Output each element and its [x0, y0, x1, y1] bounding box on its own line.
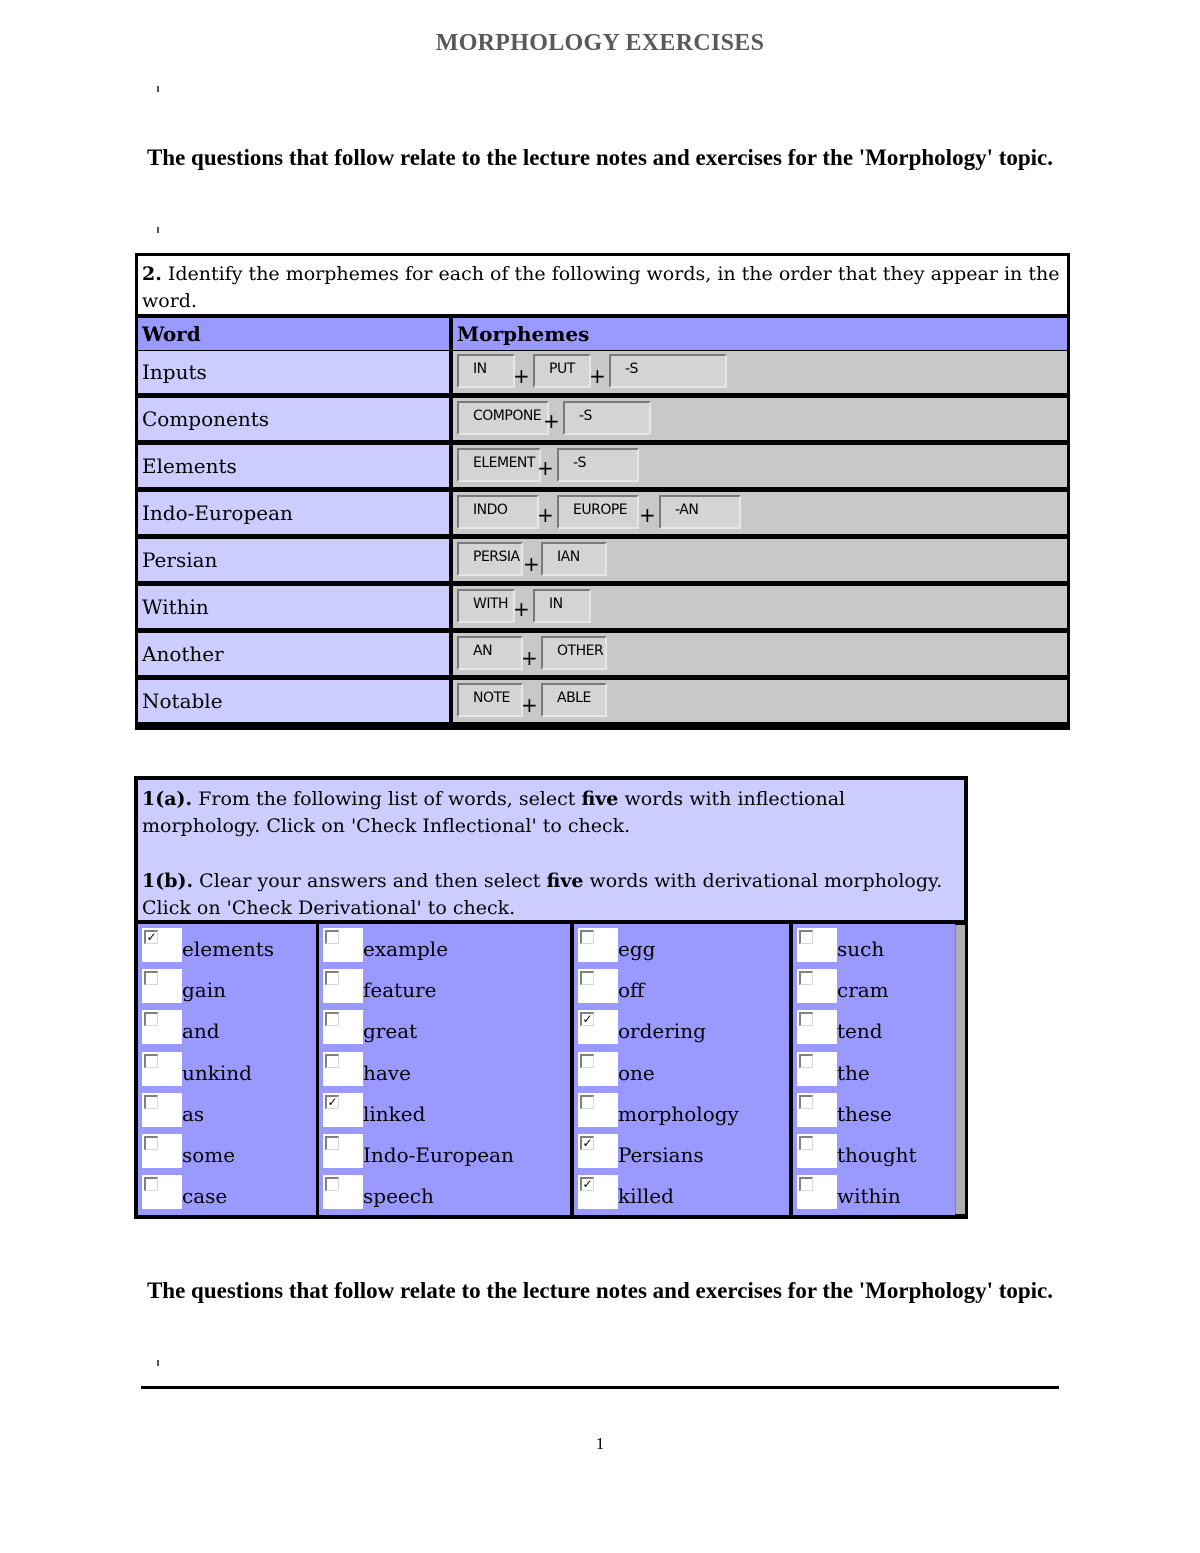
morpheme-input[interactable]: PUT: [533, 354, 591, 388]
word-label: example: [363, 937, 449, 961]
check-mark-icon: ✓: [327, 1095, 338, 1109]
word-option[interactable]: [793, 1048, 955, 1089]
checkbox-unchecked[interactable]: [325, 1136, 339, 1150]
word-label: within: [837, 1184, 901, 1208]
checkbox-unchecked[interactable]: [144, 1012, 158, 1026]
q2-prompt-text: Identify the morphemes for each of the following words, in the order that they appear in the word.: [142, 263, 1060, 312]
checkbox-cell: [323, 1175, 363, 1209]
morpheme-table: [135, 253, 1070, 730]
word-option[interactable]: [793, 924, 955, 965]
q1a-text-after: words with inflectional morphology. Click on 'Check Inflectional' to check.: [142, 788, 846, 837]
intro-text-bottom: The questions that follow relate to the lecture notes and exercises for the 'Morphology' topic.: [146, 1278, 1054, 1303]
word-label: Persians: [618, 1143, 704, 1167]
q1a-bold-five: five: [581, 788, 619, 810]
word-option[interactable]: [574, 1048, 789, 1089]
word-label: and: [182, 1019, 220, 1043]
column-header-morphemes: Morphemes: [453, 318, 1067, 350]
word-label: such: [837, 937, 885, 961]
morpheme-input[interactable]: EUROPE: [557, 495, 639, 529]
footer-rule: [141, 1386, 1059, 1389]
checkbox-cell: [578, 1010, 618, 1044]
checkbox-unchecked[interactable]: [580, 1095, 594, 1109]
word-label: morphology: [618, 1102, 739, 1126]
morpheme-input[interactable]: WITH: [457, 589, 515, 623]
checkbox-unchecked[interactable]: [325, 1177, 339, 1191]
word-option[interactable]: [574, 1006, 789, 1047]
checkbox-unchecked[interactable]: [799, 930, 813, 944]
word-label: tend: [837, 1019, 883, 1043]
q2-number: 2.: [142, 263, 162, 285]
checkbox-cell: [797, 1175, 837, 1209]
morpheme-cell: [453, 445, 1067, 487]
check-mark-icon: ✓: [582, 1177, 593, 1191]
word-label: one: [618, 1061, 655, 1085]
check-mark-icon: ✓: [146, 930, 157, 944]
word-option[interactable]: [138, 924, 316, 965]
q1a-number: 1(a).: [142, 788, 193, 810]
word-cell: Components: [138, 398, 449, 440]
morpheme-input[interactable]: ABLE: [541, 683, 607, 717]
checkbox-cell: [323, 928, 363, 962]
word-column: [574, 924, 789, 1215]
plus-sign: +: [513, 364, 530, 388]
word-option[interactable]: [793, 1130, 955, 1171]
word-option[interactable]: [793, 1006, 955, 1047]
column-header-word: Word: [138, 318, 449, 350]
checkbox-unchecked[interactable]: [144, 1177, 158, 1191]
checkbox-checked[interactable]: [144, 930, 158, 944]
morphology-selection-table: [134, 776, 968, 1219]
list-scrollbar[interactable]: [955, 925, 965, 1214]
word-label: off: [618, 978, 645, 1002]
word-option[interactable]: [574, 965, 789, 1006]
word-option[interactable]: [138, 1171, 316, 1212]
word-option[interactable]: [138, 1089, 316, 1130]
plus-sign: +: [513, 597, 530, 621]
word-label: gain: [182, 978, 227, 1002]
q1b-bold-five: five: [546, 870, 584, 892]
word-option[interactable]: [793, 1089, 955, 1130]
word-label: have: [363, 1061, 411, 1085]
plus-sign: +: [639, 503, 656, 527]
check-mark-icon: ✓: [582, 1136, 593, 1150]
checkbox-cell: [142, 1093, 182, 1127]
checkbox-unchecked[interactable]: [799, 1136, 813, 1150]
checkbox-cell: [578, 928, 618, 962]
plus-sign: +: [523, 552, 540, 576]
word-label: egg: [618, 937, 656, 961]
morpheme-cell: [453, 351, 1067, 393]
checkbox-cell: [323, 1052, 363, 1086]
checkbox-unchecked[interactable]: [580, 971, 594, 985]
word-label: case: [182, 1184, 228, 1208]
paragraph-mark: [157, 227, 159, 233]
word-cell: Indo-European: [138, 492, 449, 534]
word-cell: Another: [138, 633, 449, 675]
word-cell: Inputs: [138, 351, 449, 393]
word-label: some: [182, 1143, 236, 1167]
checkbox-cell: [797, 969, 837, 1003]
checkbox-cell: [323, 1010, 363, 1044]
word-option[interactable]: [574, 1089, 789, 1130]
plus-sign: +: [589, 364, 606, 388]
q1b-text-after: words with derivational morphology. Click on 'Check Derivational' to check.: [142, 870, 943, 919]
checkbox-cell: [578, 1052, 618, 1086]
morpheme-cell: [453, 492, 1067, 534]
word-option[interactable]: [319, 924, 570, 965]
word-label: feature: [363, 978, 437, 1002]
word-option[interactable]: [138, 1048, 316, 1089]
checkbox-unchecked[interactable]: [580, 1054, 594, 1068]
word-label: ordering: [618, 1019, 706, 1043]
morpheme-input[interactable]: AN: [457, 636, 523, 670]
plus-sign: +: [521, 693, 538, 717]
morpheme-input[interactable]: IN: [533, 589, 591, 623]
morpheme-cell: [453, 586, 1067, 628]
word-option[interactable]: [138, 1006, 316, 1047]
checkbox-unchecked[interactable]: [325, 971, 339, 985]
word-option[interactable]: [574, 924, 789, 965]
morpheme-input[interactable]: -AN: [659, 495, 741, 529]
checkbox-cell: [797, 1134, 837, 1168]
checkbox-cell: [578, 1093, 618, 1127]
word-option[interactable]: [319, 1089, 570, 1130]
word-option[interactable]: [793, 1171, 955, 1212]
morpheme-input[interactable]: IN: [457, 354, 515, 388]
word-cell: Notable: [138, 680, 449, 722]
word-label: thought: [837, 1143, 917, 1167]
checkbox-checked[interactable]: [580, 1177, 594, 1191]
word-cell: Within: [138, 586, 449, 628]
word-option[interactable]: [319, 1171, 570, 1212]
word-option[interactable]: [319, 1048, 570, 1089]
checkbox-cell: [578, 1175, 618, 1209]
paragraph-mark: [157, 86, 159, 92]
word-column: [138, 924, 316, 1215]
word-option[interactable]: [574, 1171, 789, 1212]
checkbox-unchecked[interactable]: [325, 1012, 339, 1026]
checkbox-checked[interactable]: [325, 1095, 339, 1109]
q1b-number: 1(b).: [142, 870, 194, 892]
word-option[interactable]: [319, 1006, 570, 1047]
word-label: great: [363, 1019, 418, 1043]
word-option[interactable]: [319, 965, 570, 1006]
checkbox-cell: [797, 1052, 837, 1086]
morpheme-input[interactable]: OTHER: [541, 636, 607, 670]
word-label: unkind: [182, 1061, 252, 1085]
checkbox-cell: [797, 1010, 837, 1044]
checkbox-cell: [142, 1052, 182, 1086]
checkbox-unchecked[interactable]: [144, 971, 158, 985]
morpheme-cell: [453, 398, 1067, 440]
checkbox-unchecked[interactable]: [325, 1054, 339, 1068]
checkbox-unchecked[interactable]: [325, 930, 339, 944]
morpheme-input[interactable]: INDO: [457, 495, 539, 529]
q1-prompt: [138, 780, 964, 920]
checkbox-cell: [142, 1010, 182, 1044]
checkbox-cell: [578, 1134, 618, 1168]
checkbox-unchecked[interactable]: [799, 1012, 813, 1026]
word-label: killed: [618, 1184, 674, 1208]
plus-sign: +: [537, 503, 554, 527]
intro-text-top: The questions that follow relate to the lecture notes and exercises for the 'Morphology' topic.: [146, 145, 1054, 170]
page-number: 1: [595, 1434, 605, 1453]
checkbox-cell: [142, 1134, 182, 1168]
word-label: speech: [363, 1184, 434, 1208]
word-cell: Persian: [138, 539, 449, 581]
checkbox-unchecked[interactable]: [144, 1054, 158, 1068]
word-option[interactable]: [319, 1130, 570, 1171]
check-mark-icon: ✓: [582, 1012, 593, 1026]
checkbox-cell: [797, 928, 837, 962]
word-option[interactable]: [138, 1130, 316, 1171]
checkbox-checked[interactable]: [580, 1136, 594, 1150]
document-title: MORPHOLOGY EXERCISES: [435, 30, 765, 56]
word-column: [319, 924, 570, 1215]
checkbox-checked[interactable]: [580, 1012, 594, 1026]
checkbox-unchecked[interactable]: [144, 1136, 158, 1150]
word-cell: Elements: [138, 445, 449, 487]
plus-sign: +: [537, 456, 554, 480]
morpheme-input[interactable]: COMPONE: [457, 401, 549, 435]
checkbox-cell: [142, 969, 182, 1003]
word-label: cram: [837, 978, 889, 1002]
morpheme-cell: [453, 633, 1067, 675]
plus-sign: +: [543, 409, 560, 433]
word-label: the: [837, 1061, 870, 1085]
checkbox-cell: [797, 1093, 837, 1127]
checkbox-unchecked[interactable]: [580, 930, 594, 944]
plus-sign: +: [521, 646, 538, 670]
checkbox-unchecked[interactable]: [144, 1095, 158, 1109]
checkbox-cell: [323, 969, 363, 1003]
checkbox-cell: [142, 1175, 182, 1209]
morpheme-input[interactable]: ELEMENT: [457, 448, 541, 482]
word-option[interactable]: [574, 1130, 789, 1171]
word-label: Indo-European: [363, 1143, 514, 1167]
paragraph-mark: [157, 1360, 159, 1366]
q2-prompt: [138, 256, 1067, 314]
word-label: these: [837, 1102, 892, 1126]
checkbox-unchecked[interactable]: [799, 1095, 813, 1109]
q1a-text-before: From the following list of words, select: [198, 788, 576, 810]
morpheme-input[interactable]: PERSIA: [457, 542, 523, 576]
checkbox-cell: [142, 928, 182, 962]
word-label: as: [182, 1102, 205, 1126]
checkbox-cell: [578, 969, 618, 1003]
word-label: elements: [182, 937, 275, 961]
morpheme-input[interactable]: NOTE: [457, 683, 523, 717]
morpheme-input[interactable]: -S: [557, 448, 639, 482]
checkbox-cell: [323, 1093, 363, 1127]
morpheme-input[interactable]: -S: [563, 401, 651, 435]
checkbox-unchecked[interactable]: [799, 1177, 813, 1191]
q1b-text-before: Clear your answers and then select: [199, 870, 541, 892]
checkbox-unchecked[interactable]: [799, 971, 813, 985]
checkbox-unchecked[interactable]: [799, 1054, 813, 1068]
morpheme-input[interactable]: IAN: [541, 542, 607, 576]
morpheme-input[interactable]: -S: [609, 354, 727, 388]
morpheme-cell: [453, 680, 1067, 722]
morpheme-cell: [453, 539, 1067, 581]
word-column: [793, 924, 955, 1215]
word-option[interactable]: [793, 965, 955, 1006]
checkbox-cell: [323, 1134, 363, 1168]
word-label: linked: [363, 1102, 426, 1126]
word-option[interactable]: [138, 965, 316, 1006]
